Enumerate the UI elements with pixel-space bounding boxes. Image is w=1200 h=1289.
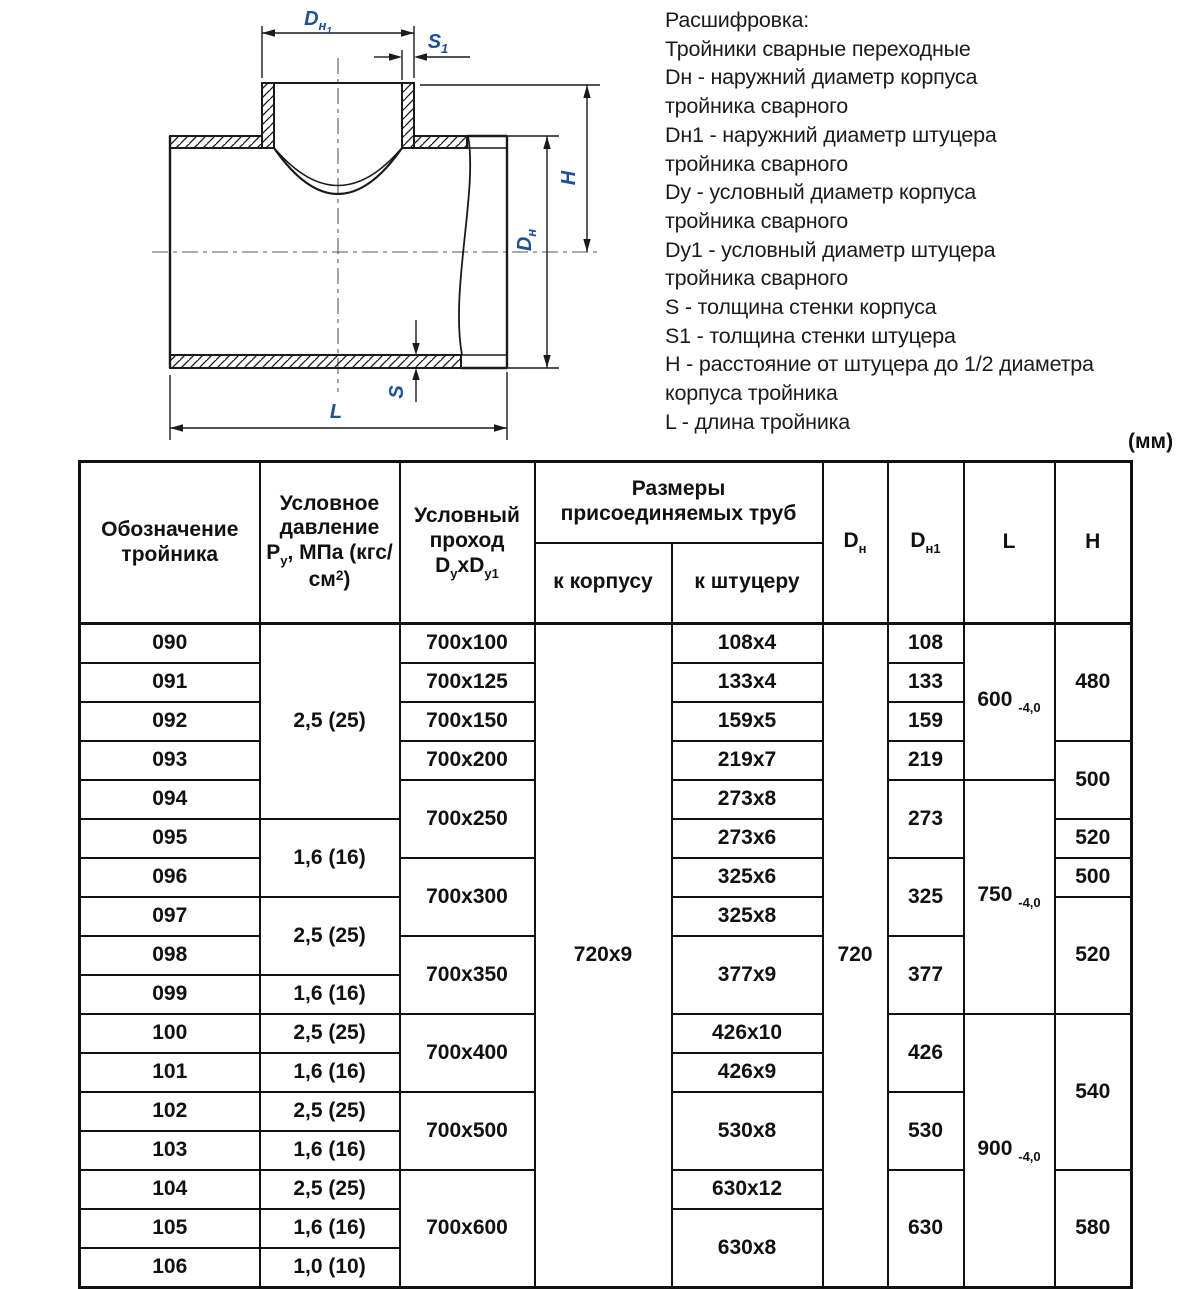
table-cell: 273x6	[672, 819, 823, 858]
table-cell: 720x9	[535, 624, 672, 1288]
table-cell: 630x12	[672, 1170, 823, 1209]
table-cell: 1,6 (16)	[260, 1131, 400, 1170]
table-cell: 2,5 (25)	[260, 624, 400, 820]
table-cell: 159x5	[672, 702, 823, 741]
legend-line: корпуса тройника	[665, 381, 838, 406]
table-cell: 700x100	[400, 624, 535, 664]
dim-label-h: H	[558, 170, 580, 186]
legend-line: Dу - условный диаметр корпуса	[665, 180, 977, 205]
table-cell: 580	[1055, 1170, 1132, 1288]
table-cell: 092	[80, 702, 260, 741]
legend-title: Расшифровка:	[665, 8, 810, 32]
col-header-pass: Условный проход $D_уxD_{у1}$	[400, 462, 535, 624]
spec-table	[78, 460, 1133, 1289]
table-cell: 530	[888, 1092, 964, 1170]
table-cell: 520	[1055, 897, 1132, 1014]
table-cell: 090	[80, 624, 260, 664]
table-cell: 2,5 (25)	[260, 1092, 400, 1131]
legend-line: Dу1 - условный диаметр штуцера	[665, 237, 996, 262]
table-cell: 630x8	[672, 1209, 823, 1288]
table-cell: 133x4	[672, 663, 823, 702]
table-cell: 098	[80, 936, 260, 975]
tee-drawing	[0, 0, 660, 455]
legend-line: тройника сварного	[665, 94, 849, 119]
legend-line: Dн - наружний диаметр корпуса	[665, 65, 978, 90]
table-cell: 219x7	[672, 741, 823, 780]
table-cell: 2,5 (25)	[260, 897, 400, 975]
table-cell: 273x8	[672, 780, 823, 819]
table-cell: 700x125	[400, 663, 535, 702]
table-cell: 1,6 (16)	[260, 1053, 400, 1092]
legend-line: S - толщина стенки корпуса	[665, 295, 937, 320]
table-cell: 480	[1055, 624, 1132, 742]
table-cell: 426x10	[672, 1014, 823, 1053]
table-cell: 273	[888, 780, 964, 858]
table-cell: 093	[80, 741, 260, 780]
table-cell: 097	[80, 897, 260, 936]
col-header-pipes-group: Размеры присоединяемых труб	[535, 462, 823, 543]
table-cell: 700x350	[400, 936, 535, 1014]
dim-label-s1: $S_1$	[427, 31, 449, 56]
table-cell: 377	[888, 936, 964, 1014]
table-cell: 2,5 (25)	[260, 1014, 400, 1053]
table-cell: 700x300	[400, 858, 535, 936]
table-cell: 600 $_{-4,0}$	[964, 624, 1055, 781]
legend	[665, 6, 1094, 437]
table-cell: 500	[1055, 858, 1132, 897]
table-cell: 2,5 (25)	[260, 1170, 400, 1209]
col-header-to-branch: к штуцеру	[672, 543, 823, 624]
dim-label-l: L	[329, 401, 343, 423]
table-cell: 105	[80, 1209, 260, 1248]
table-cell: 1,6 (16)	[260, 1209, 400, 1248]
table-cell: 426	[888, 1014, 964, 1092]
spec-table-body	[80, 624, 1132, 1288]
table-cell: 099	[80, 975, 260, 1014]
table-cell: 540	[1055, 1014, 1132, 1170]
legend-line: тройника сварного	[665, 151, 849, 176]
table-cell: 700x200	[400, 741, 535, 780]
legend-line: Тройники сварные переходные	[665, 36, 971, 61]
table-cell: 700x500	[400, 1092, 535, 1170]
table-cell: 103	[80, 1131, 260, 1170]
table-cell: 700x150	[400, 702, 535, 741]
table-cell: 101	[80, 1053, 260, 1092]
table-cell: 750 $_{-4,0}$	[964, 780, 1055, 1014]
col-header-l: L	[964, 462, 1055, 624]
table-cell: 325x8	[672, 897, 823, 936]
table-row	[80, 624, 1132, 664]
table-cell: 700x400	[400, 1014, 535, 1092]
table-cell: 700x600	[400, 1170, 535, 1288]
table-cell: 100	[80, 1014, 260, 1053]
spec-table-header	[80, 462, 1132, 624]
table-cell: 133	[888, 663, 964, 702]
legend-line: L - длина тройника	[665, 409, 851, 434]
table-cell: 1,0 (10)	[260, 1248, 400, 1288]
legend-line: H - расстояние от штуцера до 1/2 диаметра	[665, 352, 1094, 377]
col-header-to-body: к корпусу	[535, 543, 672, 624]
legend-line: тройника сварного	[665, 266, 849, 291]
table-cell: 104	[80, 1170, 260, 1209]
table-cell: 1,6 (16)	[260, 819, 400, 897]
col-header-designation: Обозначение тройника	[80, 462, 260, 624]
dim-label-s: S	[386, 385, 408, 399]
table-cell: 900 $_{-4,0}$	[964, 1014, 1055, 1288]
table-cell: 426x9	[672, 1053, 823, 1092]
dim-label-dn1: $D_{н1}$	[304, 8, 332, 37]
table-cell: 520	[1055, 819, 1132, 858]
legend-line: S1 - толщина стенки штуцера	[665, 323, 956, 348]
table-cell: 325	[888, 858, 964, 936]
legend-line: тройника сварного	[665, 208, 849, 233]
table-cell: 500	[1055, 741, 1132, 819]
dim-label-dn: $D_н$	[514, 228, 539, 252]
table-cell: 630	[888, 1170, 964, 1288]
col-header-dn: $D_н$	[823, 462, 888, 624]
table-cell: 102	[80, 1092, 260, 1131]
table-cell: 094	[80, 780, 260, 819]
legend-line: Dн1 - наружний диаметр штуцера	[665, 122, 997, 147]
break-line	[459, 136, 470, 355]
col-header-pressure: Условное давление $P_у$, МПа $(кгс/см^2)$	[260, 462, 400, 624]
table-cell: 096	[80, 858, 260, 897]
table-cell: 325x6	[672, 858, 823, 897]
units-label: (мм)	[1128, 430, 1174, 453]
table-cell: 159	[888, 702, 964, 741]
table-cell: 219	[888, 741, 964, 780]
table-cell: 108	[888, 624, 964, 664]
table-cell: 700x250	[400, 780, 535, 858]
table-cell: 1,6 (16)	[260, 975, 400, 1014]
col-header-dn1: $D_{н1}$	[888, 462, 964, 624]
table-cell: 720	[823, 624, 888, 1288]
table-cell: 108x4	[672, 624, 823, 664]
center-lines	[152, 58, 602, 392]
table-cell: 377x9	[672, 936, 823, 1014]
col-header-h: H	[1055, 462, 1132, 624]
table-cell: 091	[80, 663, 260, 702]
table-cell: 095	[80, 819, 260, 858]
table-cell: 106	[80, 1248, 260, 1288]
table-cell: 530x8	[672, 1092, 823, 1170]
